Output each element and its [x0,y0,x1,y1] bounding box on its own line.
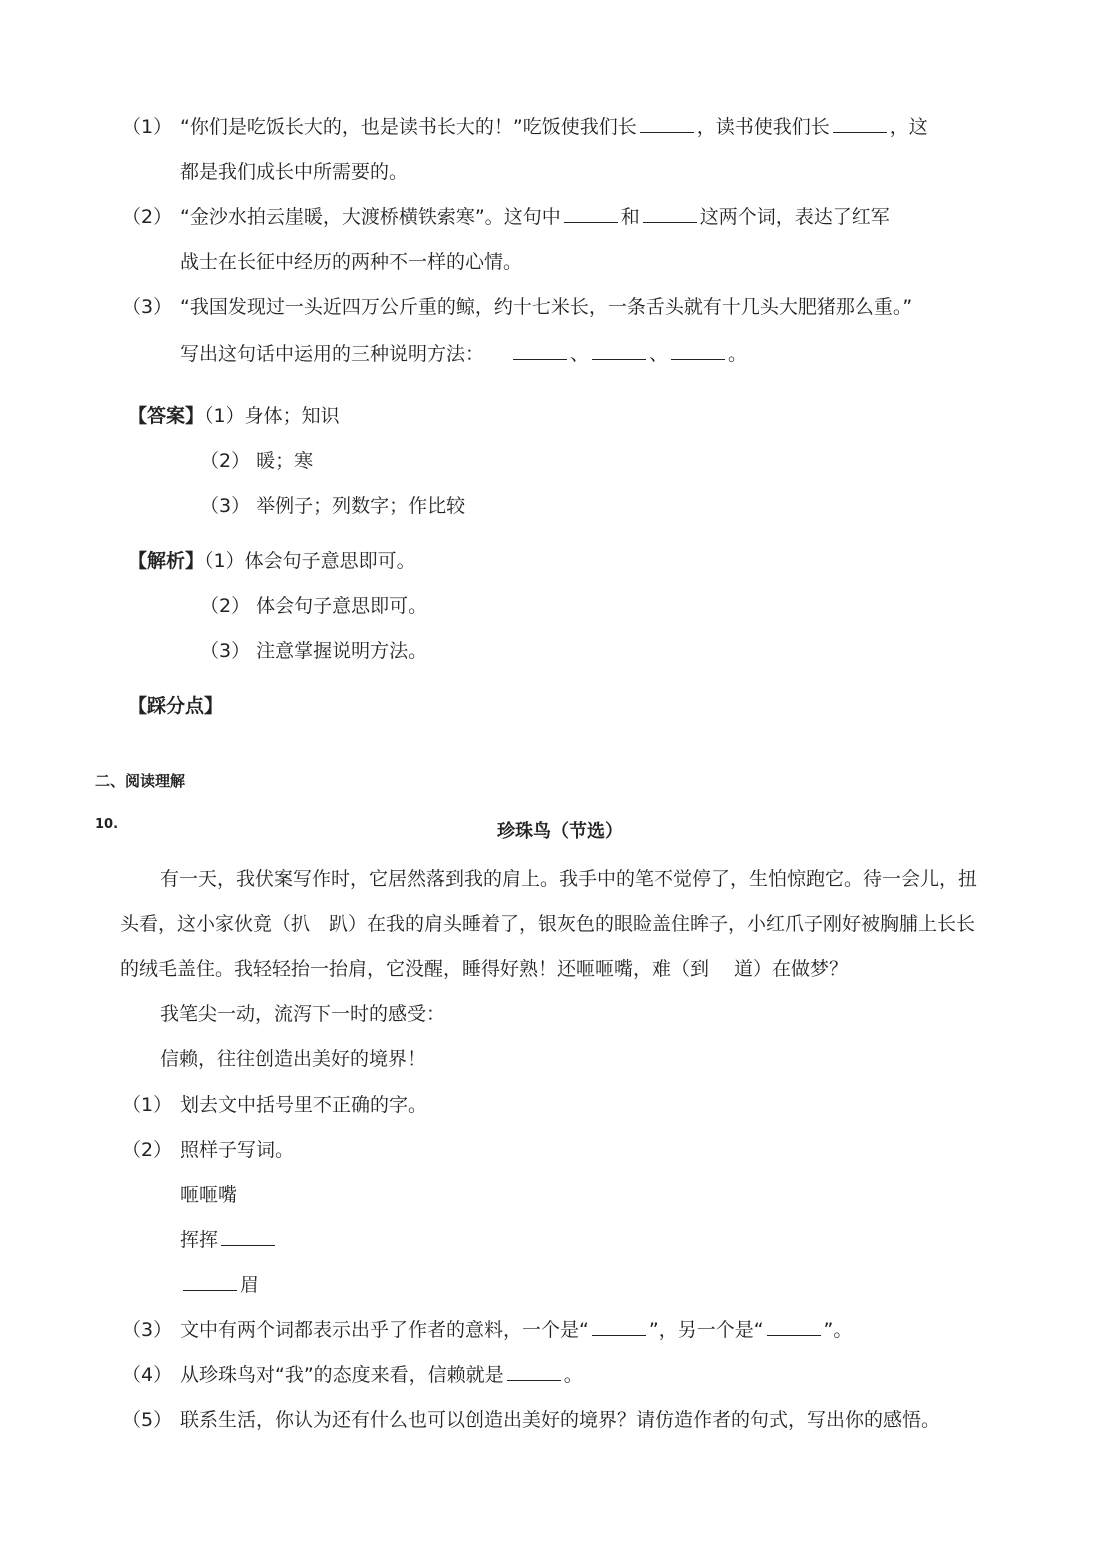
q10-sub-2-example: 咂咂嘴 [180,1184,238,1206]
analysis-line-1: 【解析】（1）体会句子意思即可。 [128,550,416,572]
passage-line-4: 我笔尖一动，流泻下一时的感受： [160,1003,446,1025]
fill-blank[interactable] [183,1272,237,1291]
analysis-line-3: （3） 注意掌握说明方法。 [200,640,428,662]
item-number: （3） [122,296,173,318]
answer-line-1: 【答案】（1）身体；知识 [128,405,340,427]
passage-line-5: 信赖，往往创造出美好的境界！ [160,1048,427,1070]
section-heading: 二、阅读理解 [95,772,186,790]
q10-sub-1: （1） 划去文中括号里不正确的字。 [122,1094,428,1116]
answer-line-3: （3） 举例子；列数字；作比较 [200,495,466,517]
q10-sub-2-item-2: 眉 [180,1272,259,1298]
fill-blank[interactable] [564,204,618,223]
fill-blank[interactable] [507,1362,561,1381]
fill-blank[interactable] [833,114,887,133]
passage-line-3: 的绒毛盖住。我轻轻抬一抬肩，它没醒，睡得好熟！还咂咂嘴，难（到 道）在做梦？ [120,958,849,980]
fill-blank[interactable] [221,1227,275,1246]
passage-line-2: 头看，这小家伙竟（扒 趴）在我的肩头睡着了，银灰色的眼睑盖住眸子，小红爪子刚好被胸脯上长长 [120,913,976,935]
q9-item-2-line1: （2） “金沙水拍云崖暖，大渡桥横铁索寒”。这句中 和 这两个词，表达了红军 [122,206,890,228]
item-number: （2） [122,206,173,228]
fill-blank[interactable] [643,204,697,223]
q9-item-2-line2: 战士在长征中经历的两种不一样的心情。 [180,251,523,273]
passage-title: 珍珠鸟（节选） [497,821,623,842]
q10-sub-3: （3） 文中有两个词都表示出乎了作者的意料，一个是“ ”，另一个是“ ”。 [122,1319,853,1341]
fill-blank[interactable] [640,114,694,133]
answer-label: 【答案】 [128,405,205,427]
question-number: 10. [95,817,119,832]
fill-blank[interactable] [592,1317,646,1336]
analysis-line-2: （2） 体会句子意思即可。 [200,595,428,617]
q9-item-1-line2: 都是我们成长中所需要的。 [180,161,409,183]
q9-item-1-line1: （1） “你们是吃饭长大的，也是读书长大的！”吃饭使我们长 ，读书使我们长 ，这 [122,116,928,138]
q9-item-3-line2: 写出这句话中运用的三种说明方法： 、 、 。 [180,343,748,365]
item-number: （1） [122,116,173,138]
analysis-label: 【解析】 [128,550,205,572]
scoring-points-label: 【踩分点】 [128,695,224,717]
q10-sub-2: （2） 照样子写词。 [122,1139,295,1161]
answer-line-2: （2） 暖；寒 [200,450,314,472]
fill-blank[interactable] [767,1317,821,1336]
q9-item-3-line1: （3） “我国发现过一头近四万公斤重的鲸，约十七米长，一条舌头就有十几头大肥猪那么重。” [122,296,913,318]
fill-blank[interactable] [592,341,646,360]
q10-sub-5: （5） 联系生活，你认为还有什么也可以创造出美好的境界？请仿造作者的句式，写出你的感悟。 [122,1409,941,1431]
q10-sub-2-item-1: 挥挥 [180,1227,278,1253]
fill-blank[interactable] [513,341,567,360]
passage-line-1: 有一天，我伏案写作时，它居然落到我的肩上。我手中的笔不觉停了，生怕惊跑它。待一会儿，扭 [160,868,978,890]
fill-blank[interactable] [671,341,725,360]
q10-sub-4: （4） 从珍珠鸟对“我”的态度来看，信赖就是 。 [122,1364,583,1386]
